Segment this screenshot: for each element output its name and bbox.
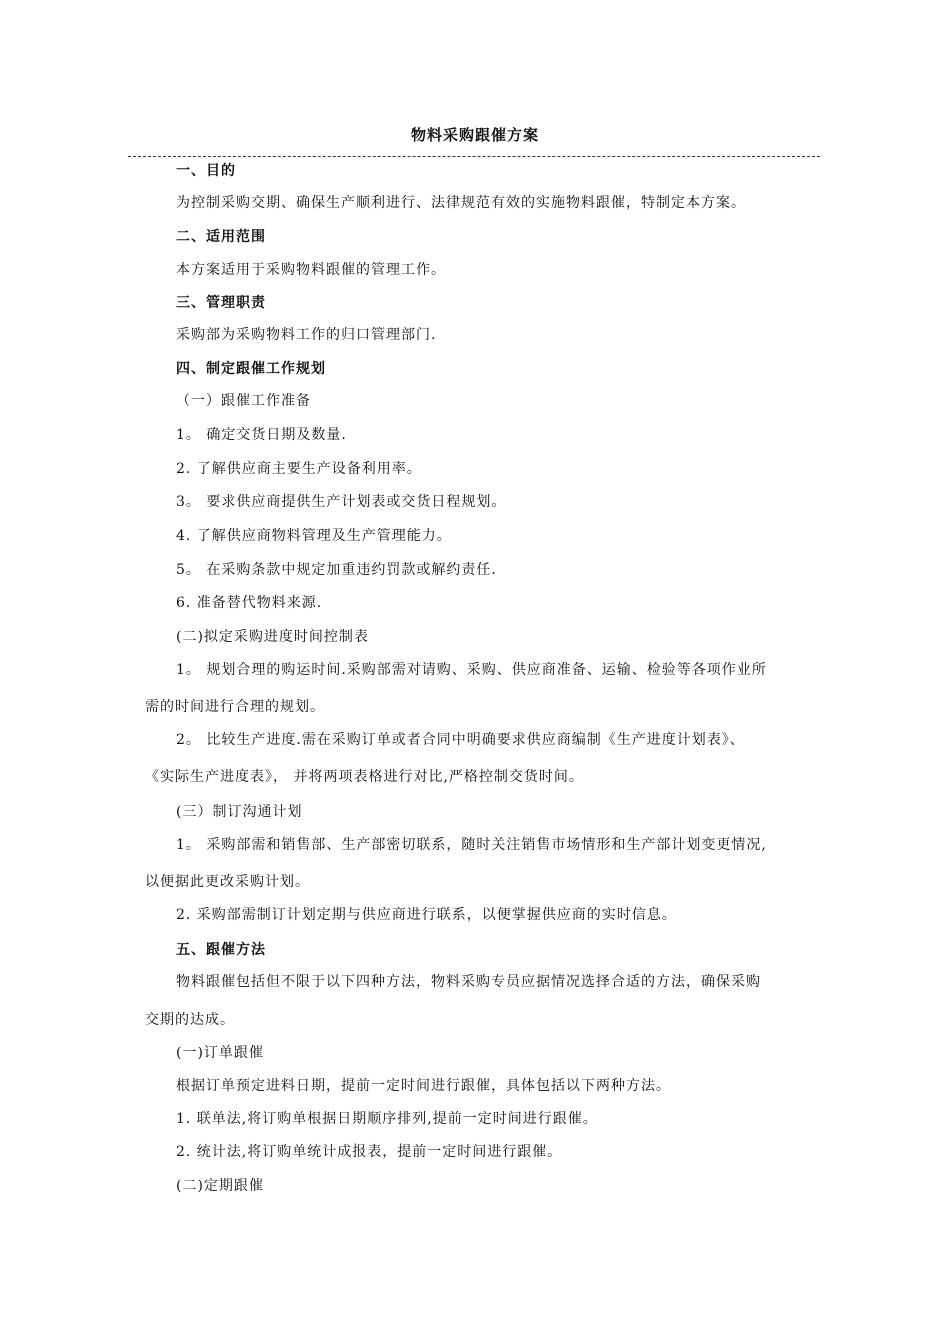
- paragraph-line: 6. 准备替代物料来源.: [176, 595, 323, 611]
- paragraph-line: 本方案适用于采购物料跟催的管理工作。: [176, 262, 446, 278]
- section-heading: 二、适用范围: [176, 229, 266, 245]
- paragraph-line: 2. 了解供应商主要生产设备利用率。: [176, 461, 422, 477]
- paragraph-line: 2。 比较生产进度.需在采购订单或者合同中明确要求供应商编制《生产进度计划表》、: [176, 732, 745, 748]
- paragraph-line: 需的时间进行合理的规划。: [145, 699, 325, 715]
- paragraph-line: 2. 采购部需制订计划定期与供应商进行联系，以便掌握供应商的实时信息。: [176, 907, 677, 923]
- paragraph-line: 为控制采购交期、确保生产顺利进行、法律规范有效的实施物料跟催，特制定本方案。: [176, 195, 746, 211]
- paragraph-line: (三）制订沟通计划: [176, 804, 303, 820]
- paragraph-line: 4. 了解供应商物料管理及生产管理能力。: [176, 528, 452, 544]
- paragraph-line: 根据订单预定进料日期，提前一定时间进行跟催，具体包括以下两种方法。: [176, 1078, 671, 1094]
- paragraph-line: 3。 要求供应商提供生产计划表或交货日程规划。: [176, 494, 507, 510]
- paragraph-line: (一)订单跟催: [176, 1045, 264, 1061]
- section-heading: 五、跟催方法: [176, 942, 266, 958]
- paragraph-line: 1. 联单法,将订购单根据日期顺序排列,提前一定时间进行跟催。: [176, 1111, 598, 1127]
- section-heading: 四、制定跟催工作规划: [176, 361, 326, 377]
- paragraph-line: 2. 统计法,将订购单统计成报表，提前一定时间进行跟催。: [176, 1144, 563, 1160]
- paragraph-line: 1。 确定交货日期及数量.: [176, 427, 347, 443]
- paragraph-line: 1。 规划合理的购运时间.采购部需对请购、采购、供应商准备、运输、检验等各项作业所: [176, 662, 767, 678]
- section-heading: 三、管理职责: [176, 295, 266, 311]
- paragraph-line: 物料跟催包括但不限于以下四种方法，物料采购专员应据情况选择合适的方法，确保采购: [176, 974, 761, 990]
- paragraph-line: (二)定期跟催: [176, 1178, 264, 1194]
- document-title: 物料采购跟催方案: [410, 126, 539, 144]
- paragraph-line: 5。 在采购条款中规定加重违约罚款或解约责任.: [176, 562, 497, 578]
- paragraph-line: 1。 采购部需和销售部、生产部密切联系，随时关注销售市场情形和生产部计划变更情况,: [176, 837, 767, 853]
- paragraph-line: 《实际生产进度表》， 并将两项表格进行对比,严格控制交货时间。: [145, 769, 584, 785]
- paragraph-line: 以便据此更改采购计划。: [145, 874, 310, 890]
- paragraph-line: (二)拟定采购进度时间控制表: [176, 629, 369, 645]
- paragraph-line: （一）跟催工作准备: [176, 393, 311, 409]
- paragraph-line: 交期的达成。: [145, 1012, 235, 1028]
- title-divider: [128, 156, 820, 157]
- section-heading: 一、目的: [176, 163, 236, 179]
- paragraph-line: 采购部为采购物料工作的归口管理部门.: [176, 327, 437, 343]
